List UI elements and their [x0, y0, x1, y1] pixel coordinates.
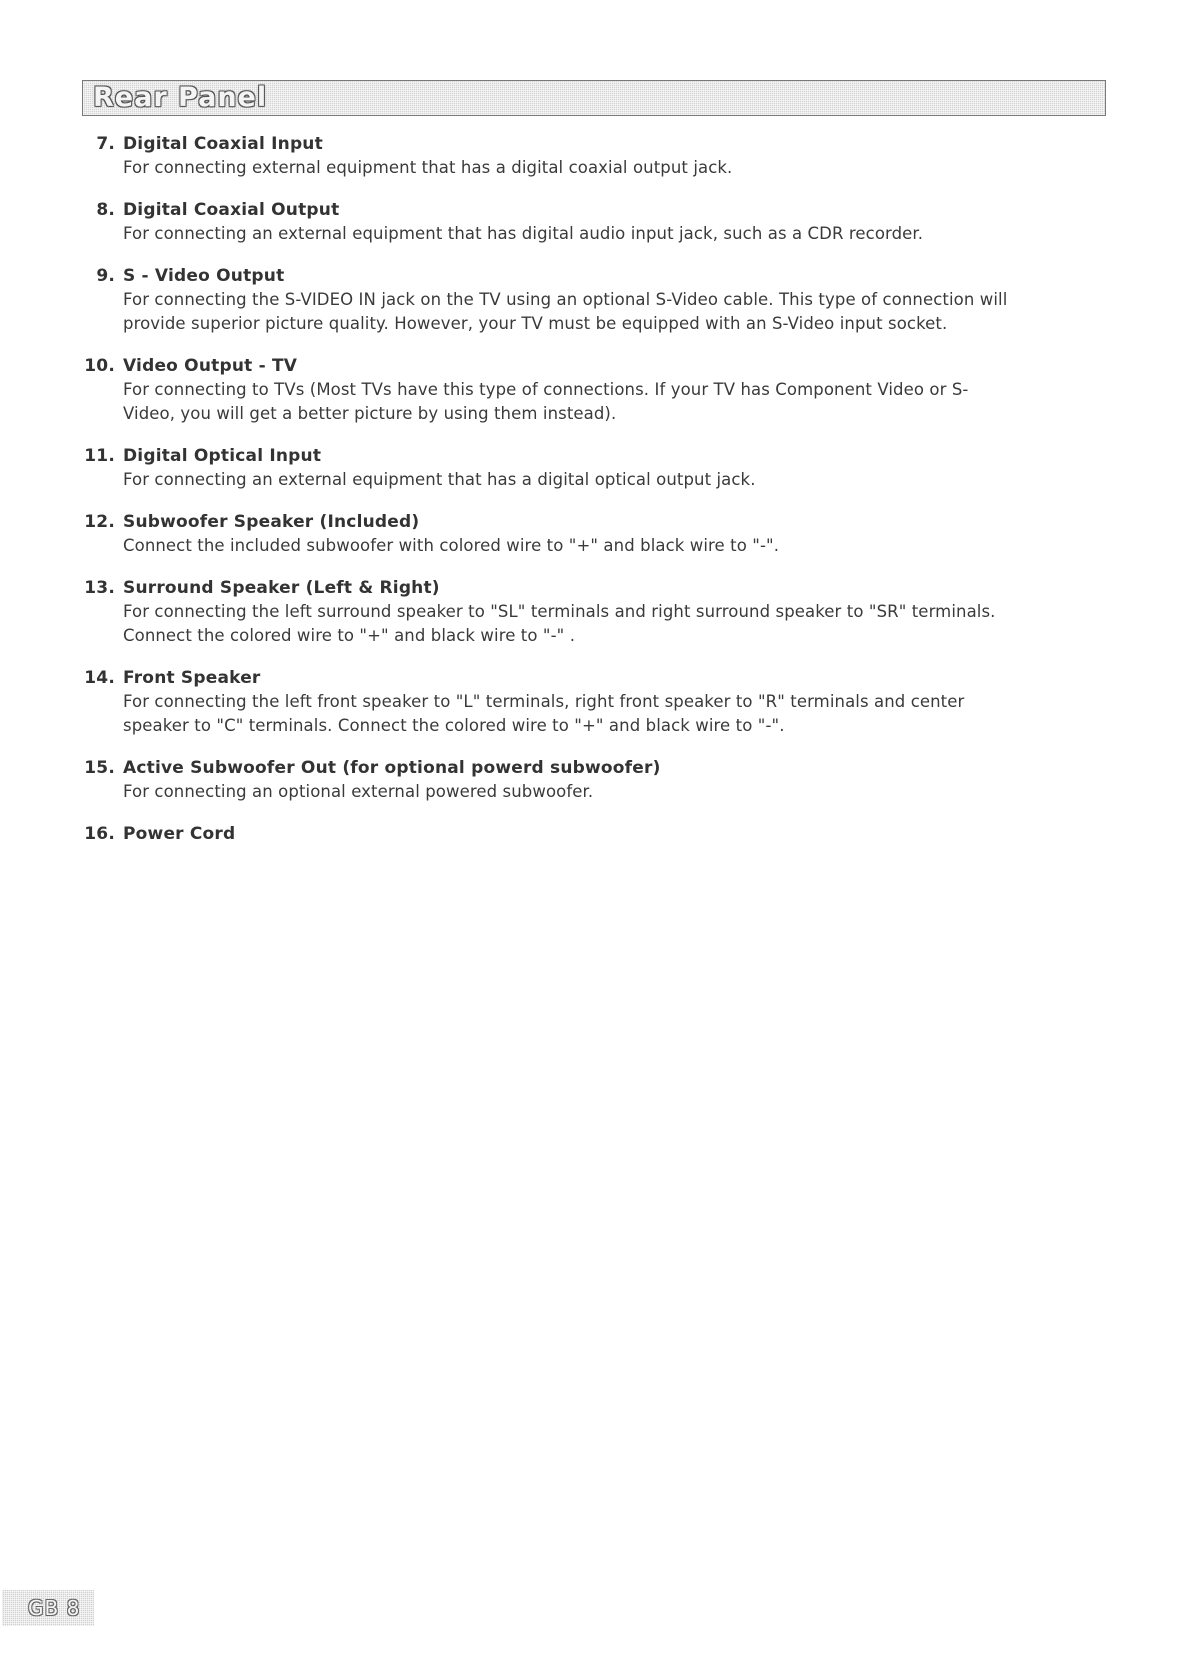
section-number: 14. [84, 668, 115, 688]
list-item [82, 444, 1112, 492]
section-title: Digital Coaxial Output [123, 200, 340, 220]
page-number: GB 8 [28, 1596, 81, 1620]
section-heading [82, 198, 1112, 222]
section-number: 13. [84, 578, 115, 598]
list-item [82, 666, 1112, 738]
description-line: For connecting to TVs (Most TVs have this type of connections. If your TV has Component Video or S- [123, 380, 969, 399]
section-heading [82, 666, 1112, 690]
section-heading [82, 132, 1112, 156]
section-heading [82, 354, 1112, 378]
section-heading [82, 822, 1112, 846]
rear-panel-list [82, 132, 1112, 864]
description-line: Connect the included subwoofer with colored wire to "+" and black wire to "-". [123, 536, 780, 555]
section-title: Subwoofer Speaker (Included) [123, 512, 420, 532]
list-item [82, 354, 1112, 426]
section-heading [82, 510, 1112, 534]
description-line: speaker to "C" terminals. Connect the colored wire to "+" and black wire to "-". [123, 716, 785, 735]
page-title: Rear Panel [93, 82, 268, 113]
section-number: 8. [96, 200, 115, 220]
list-item [82, 264, 1112, 336]
section-description [123, 222, 1112, 246]
description-line: For connecting an optional external powered subwoofer. [123, 782, 594, 801]
description-line: Video, you will get a better picture by using them instead). [123, 404, 617, 423]
section-heading [82, 756, 1112, 780]
section-number: 7. [96, 134, 115, 154]
description-line: For connecting external equipment that has a digital coaxial output jack. [123, 158, 733, 177]
list-item [82, 576, 1112, 648]
description-line: For connecting an external equipment that has digital audio input jack, such as a CDR recorder. [123, 224, 924, 243]
list-item [82, 822, 1112, 846]
description-line: For connecting the left surround speaker to "SL" terminals and right surround speaker to "SR" terminals. [123, 602, 996, 621]
section-number: 11. [84, 446, 115, 466]
section-description [123, 780, 1112, 804]
section-title: Digital Optical Input [123, 446, 322, 466]
section-heading [82, 264, 1112, 288]
list-item [82, 756, 1112, 804]
section-heading [82, 576, 1112, 600]
section-description [123, 534, 1112, 558]
description-line: Connect the colored wire to "+" and black wire to "-" . [123, 626, 576, 645]
section-title: S - Video Output [123, 266, 285, 286]
section-title: Video Output - TV [123, 356, 298, 376]
list-item [82, 510, 1112, 558]
section-title: Active Subwoofer Out (for optional powerd subwoofer) [123, 758, 661, 778]
list-item [82, 132, 1112, 180]
description-line: For connecting an external equipment that has a digital optical output jack. [123, 470, 756, 489]
section-description [123, 378, 1112, 426]
section-header-bar [82, 80, 1106, 116]
section-number: 12. [84, 512, 115, 532]
section-number: 9. [96, 266, 115, 286]
description-line: provide superior picture quality. However, your TV must be equipped with an S-Video input socket. [123, 314, 948, 333]
description-line: For connecting the S-VIDEO IN jack on the TV using an optional S-Video cable. This type of connection will [123, 290, 1008, 309]
section-title: Surround Speaker (Left & Right) [123, 578, 440, 598]
description-line: For connecting the left front speaker to "L" terminals, right front speaker to "R" terminals and center [123, 692, 965, 711]
section-heading [82, 444, 1112, 468]
section-number: 10. [84, 356, 115, 376]
section-number: 15. [84, 758, 115, 778]
section-description [123, 600, 1112, 648]
section-number: 16. [84, 824, 115, 844]
section-title: Power Cord [123, 824, 236, 844]
section-title: Digital Coaxial Input [123, 134, 323, 154]
section-title: Front Speaker [123, 668, 261, 688]
section-description [123, 288, 1112, 336]
section-description [123, 690, 1112, 738]
page-number-tag [2, 1590, 94, 1626]
list-item [82, 198, 1112, 246]
section-description [123, 468, 1112, 492]
section-description [123, 156, 1112, 180]
